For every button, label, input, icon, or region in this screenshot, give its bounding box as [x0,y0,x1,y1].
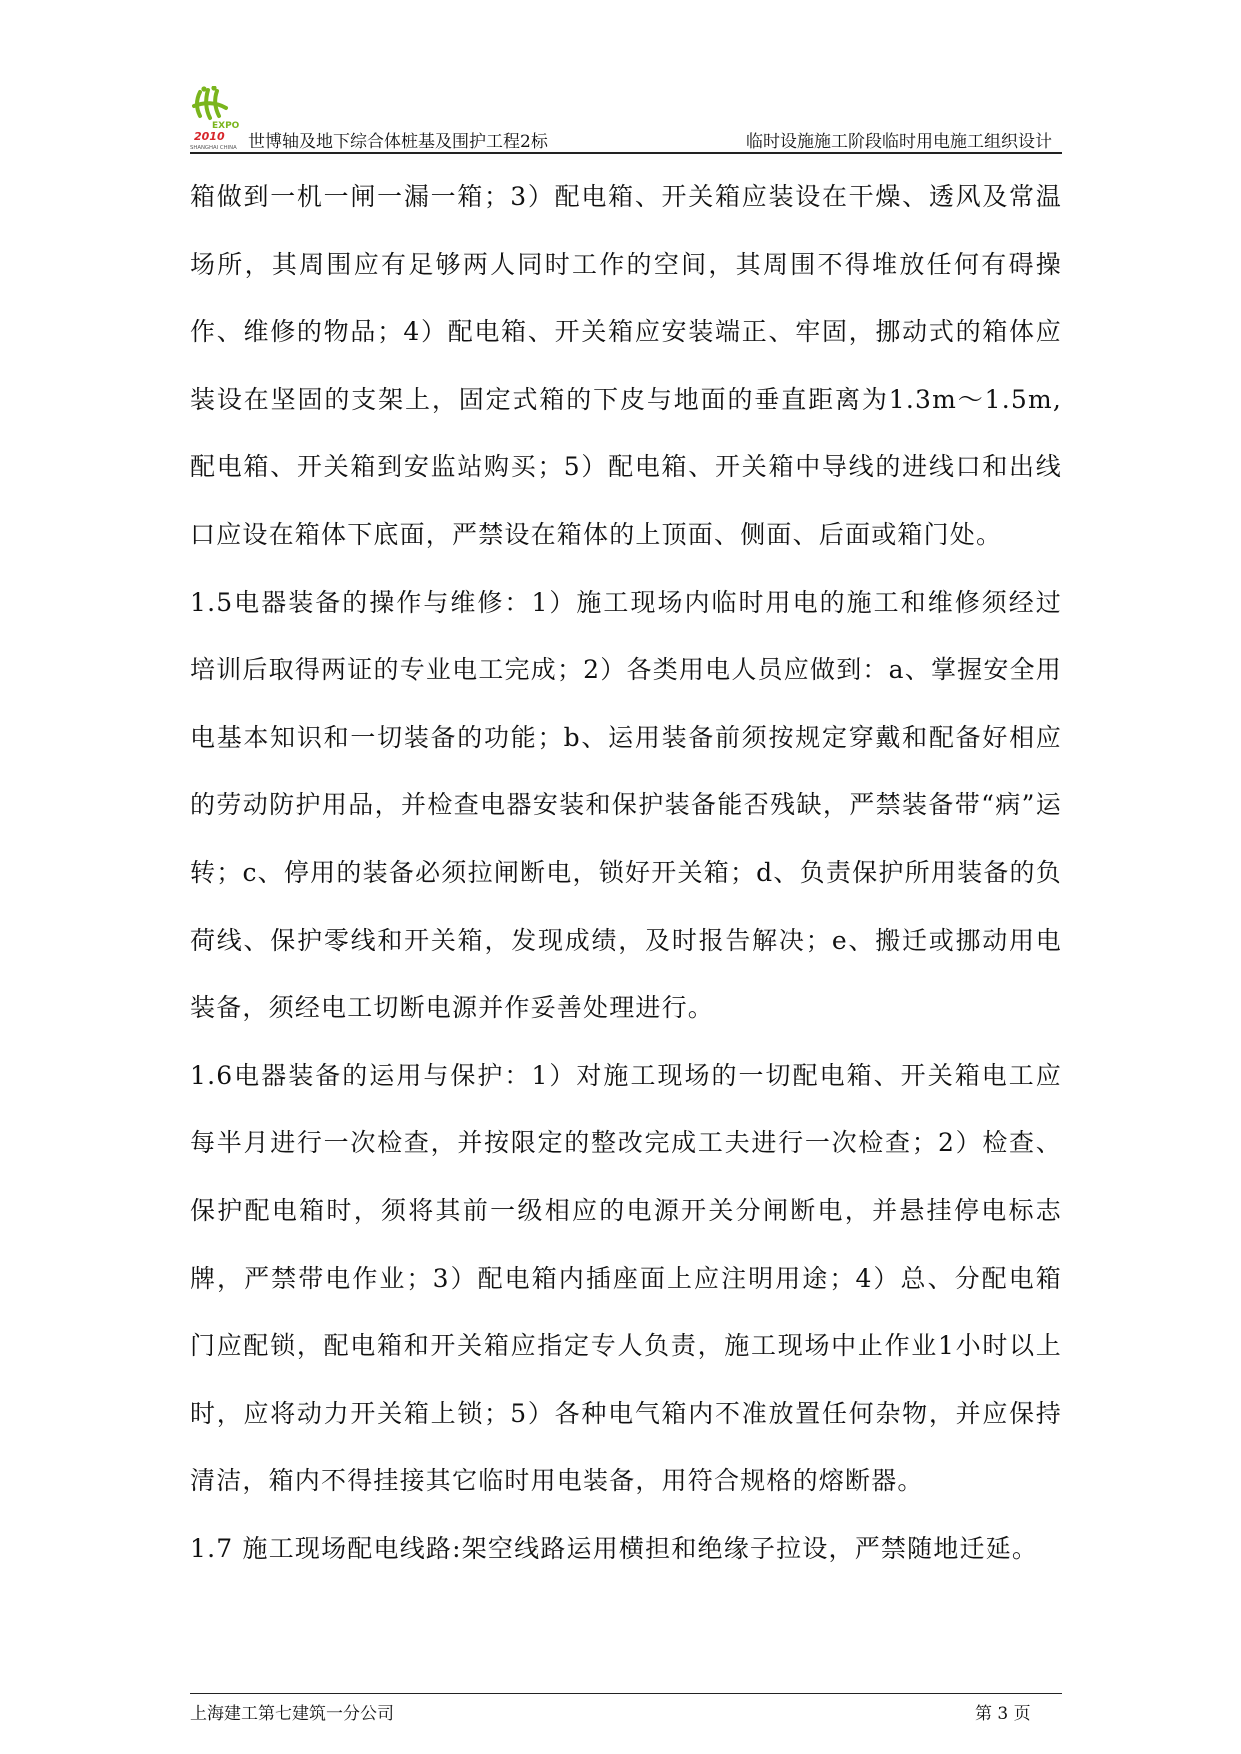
page-header [190,86,1062,154]
footer-company: 上海建工第七建筑一分公司 [190,1704,394,1724]
paragraph-distribution-box: 箱做到一机一闸一漏一箱；3）配电箱、开关箱应装设在干燥、透风及常温场所，其周围应有足够两人同时工作的空间，其周围不得堆放任何有碍操作、维修的物品；4）配电箱、开关箱应安装端正、牢固，挪动式的箱体应装设在坚固的支架上，固定式箱的下皮与地面的垂直距离为1.3m～1.5m,配电箱、开关箱到安监站购买；5）配电箱、开关箱中导线的进线口和出线口应设在箱体下底面，严禁设在箱体的上顶面、侧面、后面或箱门处。 [190,182,1062,549]
document-title: 临时设施施工阶段临时用电施工组织设计 [746,132,1052,152]
footer-divider [190,1693,1062,1694]
paragraph-section-1-5: 1.5电器装备的操作与维修：1）施工现场内临时用电的施工和维修须经过培训后取得两证的专业电工完成；2）各类用电人员应做到：a、掌握安全用电基本知识和一切装备的功能；b、运用装备前须按规定穿戴和配备好相应的劳动防护用品，并检查电器安装和保护装备能否残缺，严禁装备带“病”运转；c、停用的装备必须拉闸断电，锁好开关箱；d、负责保护所用装备的负荷线、保护零线和开关箱，发现成绩，及时报告解决；e、搬迁或挪动用电装备，须经电工切断电源并作妥善处理进行。 [190,587,1062,1023]
document-body [190,163,1062,1582]
header-divider [190,152,1062,154]
paragraph-section-1-7: 1.7 施工现场配电线路:架空线路运用横担和绝缘子拉设，严禁随地迁延。 [190,1533,1039,1563]
svg-text:SHANGHAI CHINA: SHANGHAI CHINA [190,145,237,150]
project-title: 世博轴及地下综合体桩基及围护工程2标 [248,132,548,152]
svg-text:EXPO: EXPO [212,121,240,131]
expo-2010-logo [190,86,246,150]
svg-text:2010: 2010 [194,130,225,143]
paragraph-section-1-6: 1.6电器装备的运用与保护：1）对施工现场的一切配电箱、开关箱电工应每半月进行一次检查，并按限定的整改完成工夫进行一次检查；2）检查、保护配电箱时，须将其前一级相应的电源开关分闸断电，并悬挂停电标志牌，严禁带电作业；3）配电箱内插座面上应注明用途；4）总、分配电箱门应配锁，配电箱和开关箱应指定专人负责，施工现场中止作业1小时以上时，应将动力开关箱上锁；5）各种电气箱内不准放置任何杂物，并应保持清洁，箱内不得挂接其它临时用电装备，用符合规格的熔断器。 [190,1060,1062,1496]
page-number: 第 3 页 [975,1704,1031,1724]
